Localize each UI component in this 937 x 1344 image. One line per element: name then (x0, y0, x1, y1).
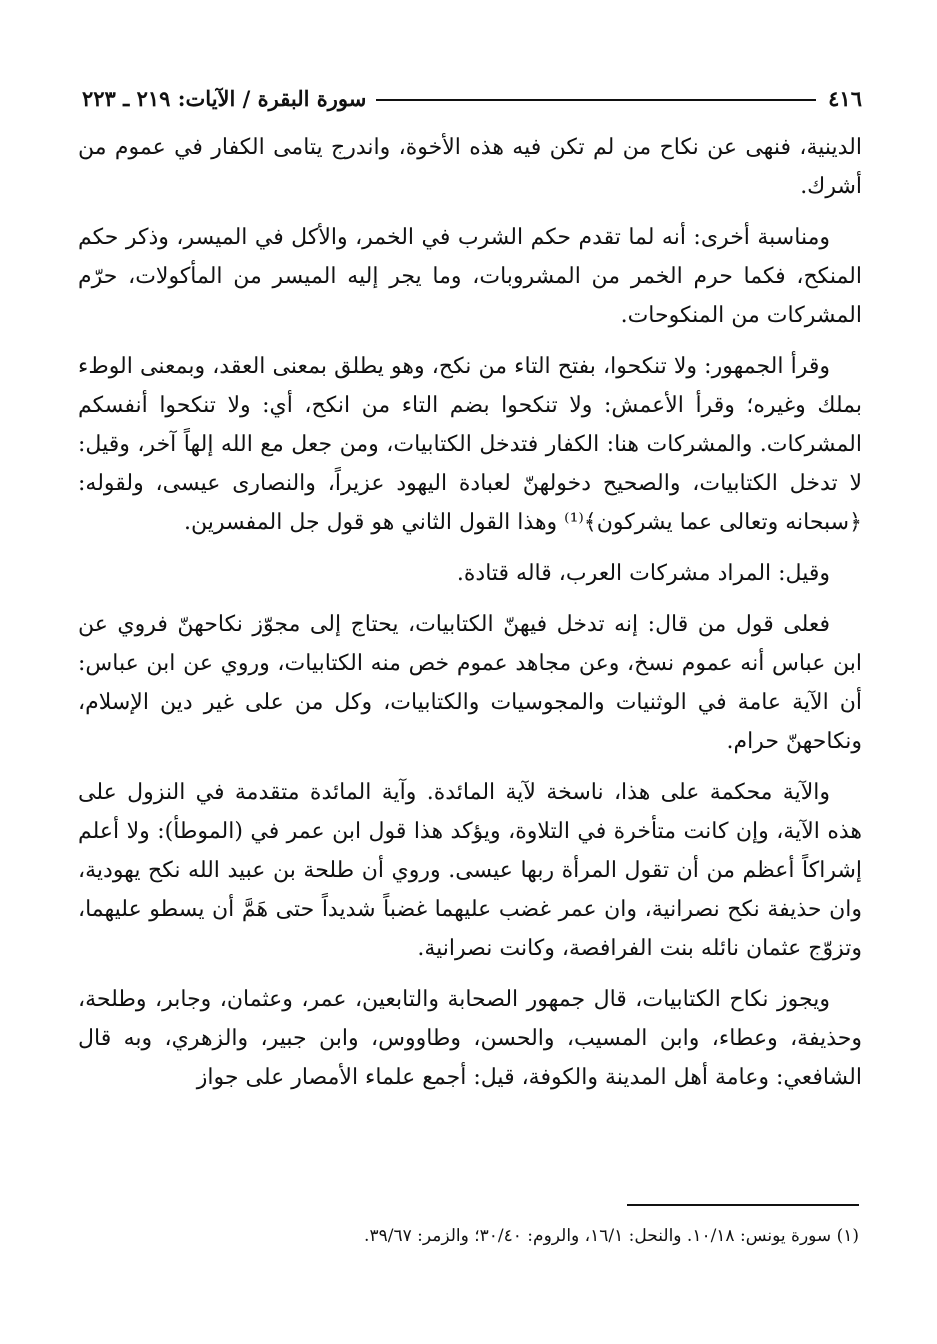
paragraph: وقيل: المراد مشركات العرب، قاله قتادة. (456, 561, 830, 586)
paragraph: ومناسبة أخرى: أنه لما تقدم حكم الشرب في الخمر، والأكل في الميسر، وذكر حكم المنكح، فكما حرم الخمر من المشروبات، وما يجر إليه الميسر من المأكولات، حرّم المشركات من المنكوحات. (78, 225, 862, 328)
paragraph: الدينية، فنهى عن نكاح من لم تكن فيه هذه الأخوة، واندرج يتامى الكفار في عموم من أشرك. (78, 135, 863, 199)
paragraph: فعلى قول من قال: إنه تدخل فيهنّ الكتابيات، يحتاج إلى مجوّز نكاحهنّ فروي عن ابن عباس أنه عموم نسخ، وعن مجاهد عموم خص منه الكتابيات، وروي عن ابن عباس: أن الآية عامة في الوثنيات والمجوسيات والكتابيات، وكل من على غير دين الإسلام، ونكاحهنّ حرام. (78, 612, 862, 754)
page-number: ٤١٦ (828, 85, 862, 111)
header-rule (376, 99, 816, 101)
footnote: (١) سورة يونس: ١٠/١٨. والنحل: ١٦/١، والروم: ٣٠/٤٠؛ والزمر: ٣٩/٦٧. (364, 1226, 859, 1246)
page-header (82, 80, 862, 116)
paragraph: ويجوز نكاح الكتابيات، قال جمهور الصحابة والتابعين، عمر، وعثمان، وجابر، وطلحة، وحذيفة، وعطاء، وابن المسيب، والحسن، وطاووس، وابن جبير، والزهري، وبه قال الشافعي: وعامة أهل المدينة والكوفة، قيل: أجمع علماء الأمصار على جواز (78, 987, 862, 1090)
paragraph: وقرأ الجمهور: ولا تنكحوا، بفتح التاء من نكح، وهو يطلق بمعنى العقد، وبمعنى الوطء بملك وغيره؛ وقرأ الأعمش: ولا تنكحوا بضم التاء من انكح، أي: ولا تنكحوا أنفسكم المشركات. والمشركات هنا: الكفار فتدخل الكتابيات، ومن جعل مع الله إلهاً آخر، وقيل: لا تدخل الكتابيات، والصحيح دخولهنّ لعبادة اليهود عزيراً، والنصارى عيسى، ولقوله: ﴿سبحانه وتعالى عما يشركون﴾⁽¹⁾ وهذا القول الثاني هو قول جل المفسرين. (78, 354, 863, 535)
footnote-divider (627, 1204, 859, 1206)
paragraph: والآية محكمة على هذا، ناسخة لآية المائدة. وآية المائدة متقدمة في النزول على هذه الآية، وإن كانت متأخرة في التلاوة، ويؤكد هذا قول ابن عمر في (الموطأ): ولا أعلم إشراكاً أعظم من أن تقول المرأة ربها عيسى. وروي أن طلحة بن عبيد الله نكح يهودية، وان حذيفة نكح نصرانية، وان عمر غضب عليهما غضباً شديداً حتى هَمَّ أن يسطو عليهما، وتزوّج عثمان نائله بنت الفرافصة، وكانت نصرانية. (78, 780, 862, 961)
surah-title: سورة البقرة / الآيات: ٢١٩ ـ ٢٢٣ (82, 85, 367, 111)
page-body (78, 128, 862, 1109)
